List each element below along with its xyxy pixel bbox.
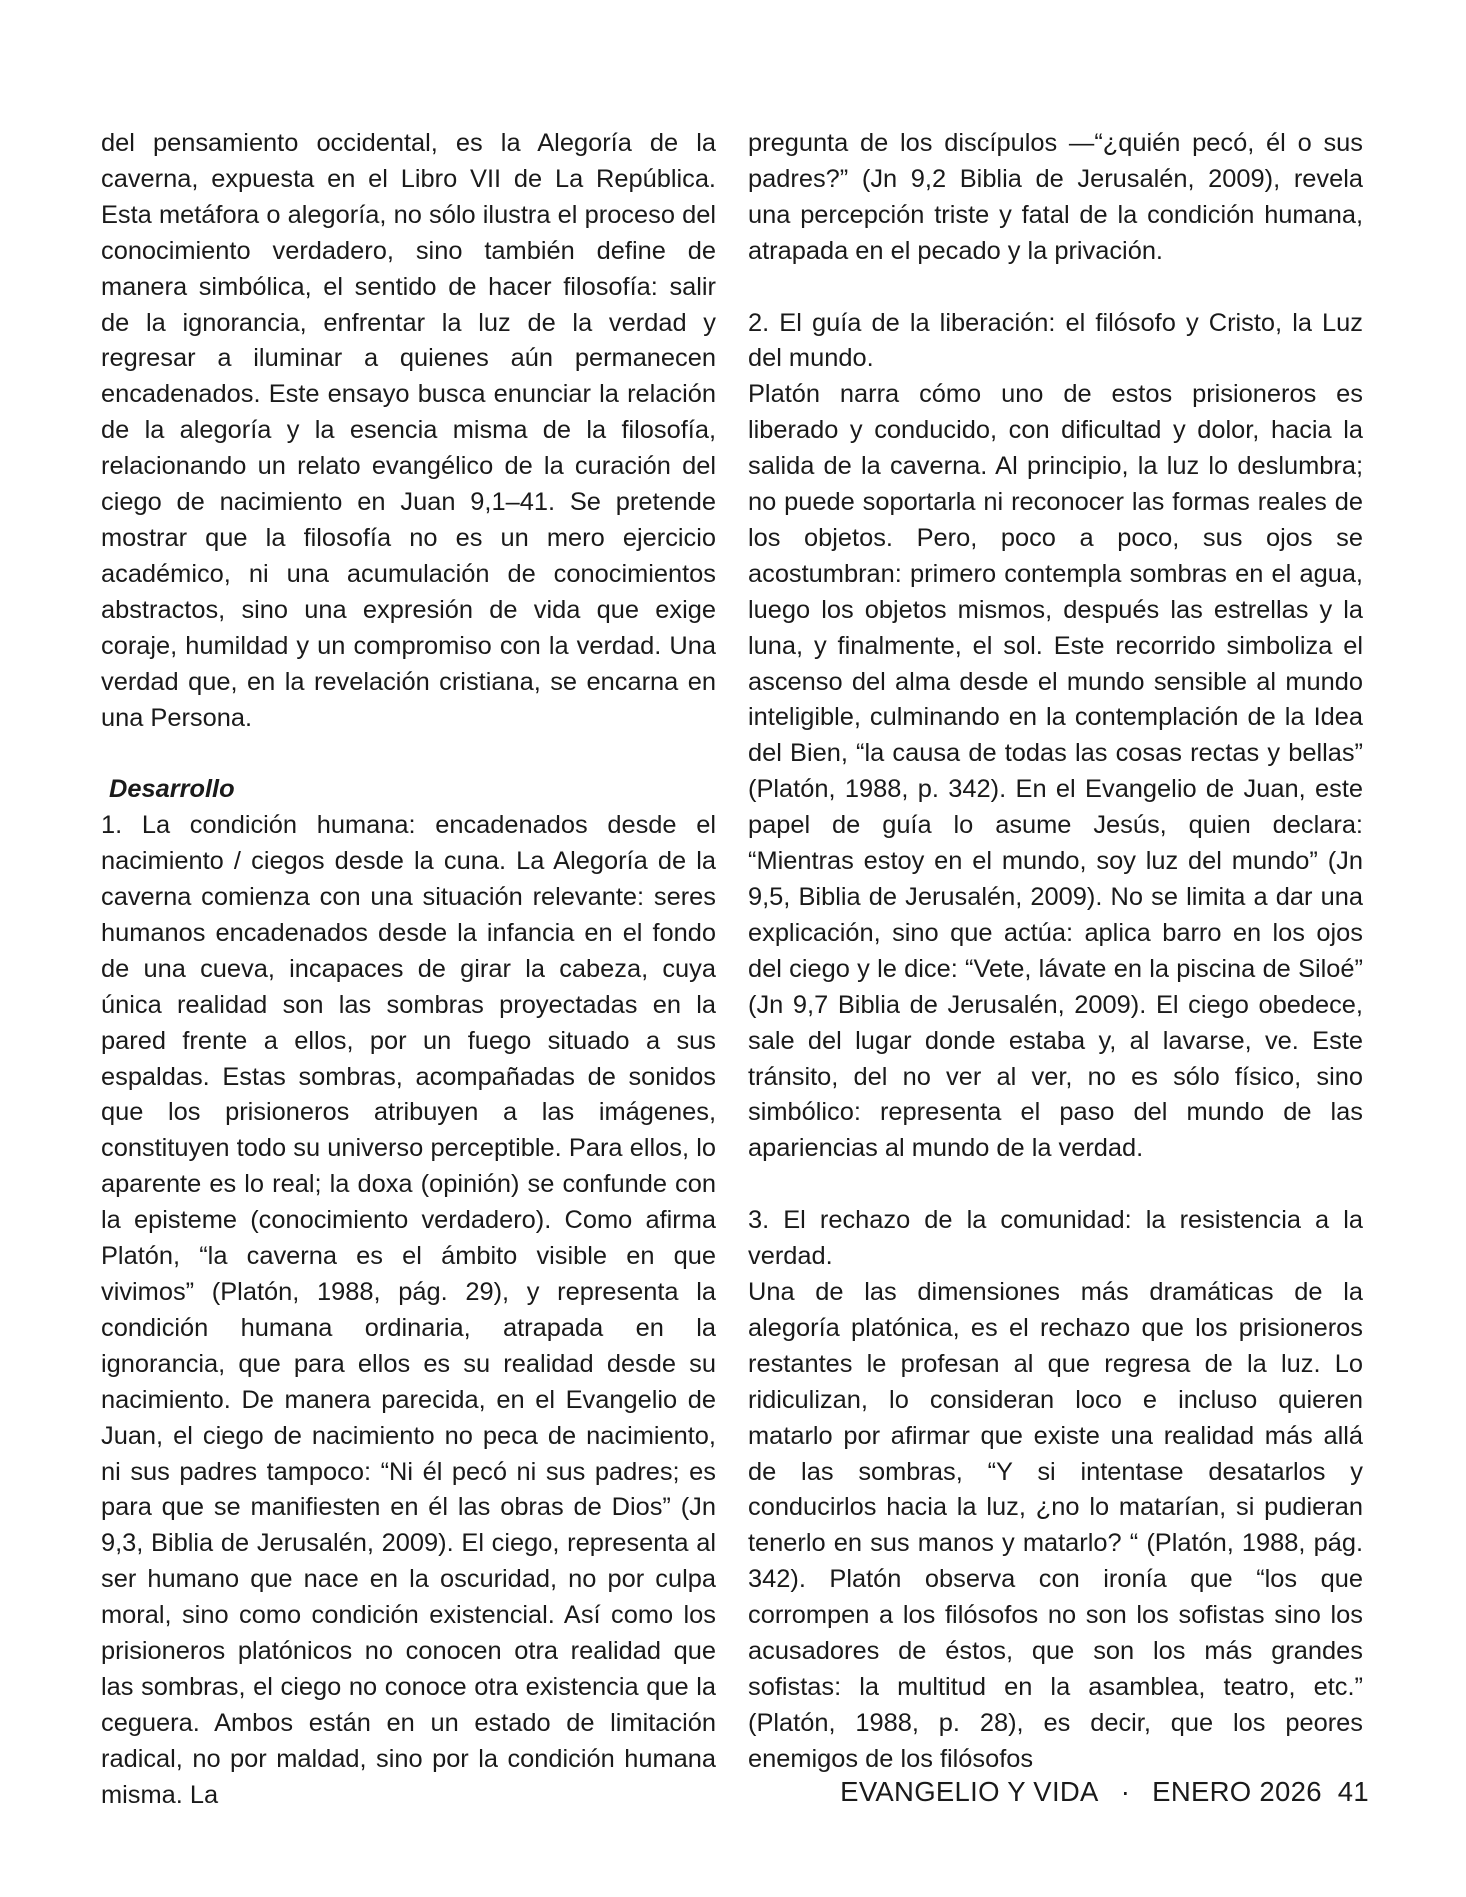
paragraph-spacer <box>748 270 1363 306</box>
left-column <box>101 126 716 1814</box>
intro-paragraph: del pensamiento occidental, es la Alegoría de la caverna, expuesta en el Libro VII de La República. Esta metáfora o alegoría, no sólo ilustra el proceso del conocimiento verdadero, sino también define de manera simbólica, el sentido de hacer filosofía: salir de la ignorancia, enfrentar la luz de la verdad y regresar a iluminar a quienes aún permanecen encadenados. Este ensayo busca enunciar la relación de la alegoría y la esencia misma de la filosofía, relacionando un relato evangélico de la curación del ciego de nacimiento en Juan 9,1–41. Se pretende mostrar que la filosofía no es un mero ejercicio académico, ni una acumulación de conocimientos abstractos, sino una expresión de vida que exige coraje, humildad y un compromiso con la verdad. Una verdad que, en la revelación cristiana, se encarna en una Persona. <box>101 129 716 732</box>
footer-separator: · <box>1120 1776 1131 1807</box>
section-3-title: 3. El rechazo de la comunidad: la resistencia a la verdad. <box>748 1206 1363 1271</box>
right-column <box>748 126 1363 1778</box>
section-heading-desarrollo: Desarrollo <box>109 775 235 804</box>
paragraph-spacer <box>101 736 716 772</box>
paragraph-spacer <box>748 1167 1363 1203</box>
issue-date: ENERO 2026 <box>1152 1776 1322 1807</box>
section-2-paragraph: Platón narra cómo uno de estos prisioneros es liberado y conducido, con dificultad y dolor, hacia la salida de la caverna. Al principio, la luz lo deslumbra; no puede soportarla ni reconocer las formas reales de los objetos. Pero, poco a poco, sus ojos se acostumbran: primero contempla sombras en el agua, luego los objetos mismos, después las estrellas y la luna, y finalmente, el sol. Este recorrido simboliza el ascenso del alma desde el mundo sensible al mundo inteligible, culminando en la contemplación de la Idea del Bien, “la causa de todas las cosas rectas y bellas” (Platón, 1988, p. 342). En el Evangelio de Juan, este papel de guía lo asume Jesús, quien declara: “Mientras estoy en el mundo, soy luz del mundo” (Jn 9,5, Biblia de Jerusalén, 2009). No se limita a dar una explicación, sino que actúa: aplica barro en los ojos del ciego y le dice: “Vete, lávate en la piscina de Siloé” (Jn 9,7 Biblia de Jerusalén, 2009). El ciego obedece, sale del lugar donde estaba y, al lavarse, ve. Este tránsito, del no ver al ver, no es sólo físico, sino simbólico: representa el paso del mundo de las apariencias al mundo de la verdad. <box>748 380 1363 1163</box>
page-footer <box>840 1776 1369 1808</box>
section-2-title: 2. El guía de la liberación: el filósofo y Cristo, la Luz del mundo. <box>748 308 1363 373</box>
continuation-paragraph: pregunta de los discípulos —“¿quién pecó, él o sus padres?” (Jn 9,2 Biblia de Jerusalén, 2009), revela una percepción triste y fatal de la condición humana, atrapada en el pecado y la privación. <box>748 129 1363 265</box>
section-1-paragraph: 1. La condición humana: encadenados desde el nacimiento / ciegos desde la cuna. La Alegoría de la caverna comienza con una situación relevante: seres humanos encadenados desde la infancia en el fondo de una cueva, incapaces de girar la cabeza, cuya única realidad son las sombras proyectadas en la pared frente a ellos, por un fuego situado a sus espaldas. Estas sombras, acompañadas de sonidos que los prisioneros atribuyen a las imágenes, constituyen todo su universo perceptible. Para ellos, lo aparente es lo real; la doxa (opinión) se confunde con la episteme (conocimiento verdadero). Como afirma Platón, “la caverna es el ámbito visible en que vivimos” (Platón, 1988, pág. 29), y representa la condición humana ordinaria, atrapada en la ignorancia, que para ellos es su realidad desde su nacimiento. De manera parecida, en el Evangelio de Juan, el ciego de nacimiento no peca de nacimiento, ni sus padres tampoco: “Ni él pecó ni sus padres; es para que se manifiesten en él las obras de Dios” (Jn 9,3, Biblia de Jerusalén, 2009). El ciego, representa al ser humano que nace en la oscuridad, no por culpa moral, sino como condición existencial. Así como los prisioneros platónicos no conocen otra realidad que las sombras, el ciego no conoce otra existencia que la ceguera. Ambos están en un estado de limitación radical, no por maldad, sino por la condición humana misma. La <box>101 811 716 1809</box>
section-3-paragraph: Una de las dimensiones más dramáticas de la alegoría platónica, es el rechazo que los prisioneros restantes le profesan al que regresa de la luz. Lo ridiculizan, lo consideran loco e incluso quieren matarlo por afirmar que existe una realidad más allá de las sombras, “Y si intentase desatarlos y conducirlos hacia la luz, ¿no lo matarían, si pudieran tenerlo en sus manos y matarlo? “ (Platón, 1988, pág. 342). Platón observa con ironía que “los que corrompen a los filósofos no son los sofistas sino los acusadores de éstos, que son los más grandes sofistas: la multitud en la asamblea, teatro, etc.” (Platón, 1988, p. 28), es decir, que los peores enemigos de los filósofos <box>748 1277 1363 1773</box>
page-number: 41 <box>1337 1776 1369 1807</box>
magazine-name: EVANGELIO Y VIDA <box>840 1776 1099 1807</box>
